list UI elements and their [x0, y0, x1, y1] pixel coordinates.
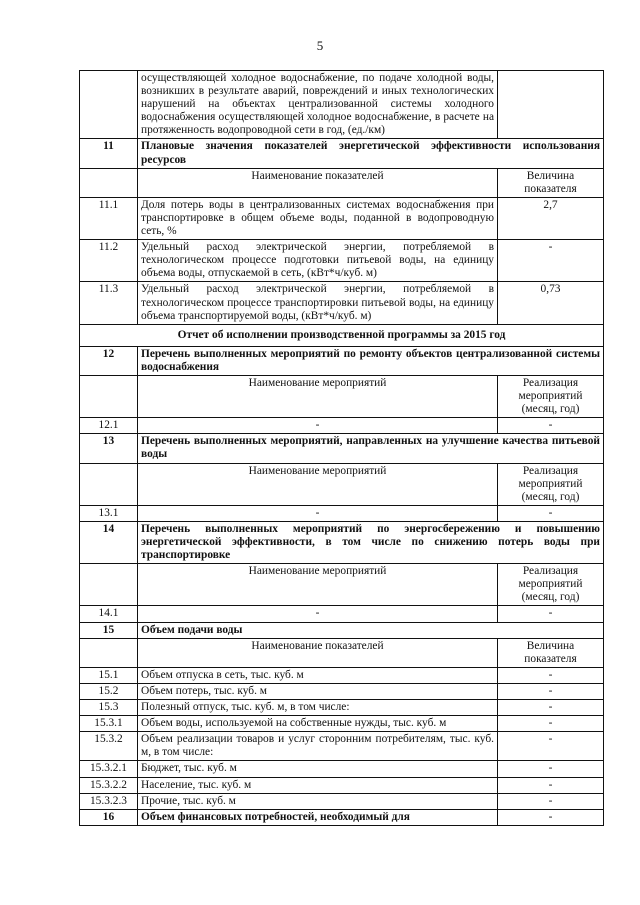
section-row-15 — [80, 622, 604, 638]
table-row — [80, 716, 604, 732]
row-text: Население, тыс. куб. м — [138, 777, 498, 793]
row-value: - — [498, 667, 604, 683]
section-row-16 — [80, 809, 604, 825]
row-text: Удельный расход электрической энергии, потребляемой в технологическом процессе транспортировки питьевой воды, на единицу объема транспортируемой воды, (кВт*ч/куб. м) — [138, 282, 498, 324]
section-number: 11 — [80, 139, 138, 168]
table-row — [80, 761, 604, 777]
row-number: 15.3.2.1 — [80, 761, 138, 777]
row-text: Полезный отпуск, тыс. куб. м, в том числе: — [138, 700, 498, 716]
row-text: - — [138, 505, 498, 521]
section-row-13 — [80, 434, 604, 463]
header-row — [80, 375, 604, 417]
column-header-name: Наименование мероприятий — [138, 463, 498, 505]
column-header-value: Величина показателя — [498, 168, 604, 197]
row-text: Удельный расход электрической энергии, потребляемой в технологическом процессе подготовки питьевой воды, на единицу объема воды, отпускаемой в сеть, (кВт*ч/куб. м) — [138, 240, 498, 282]
report-title-row — [80, 324, 604, 346]
section-title: Перечень выполненных мероприятий по энергосбережению и повышению энергетической эффективности, в том числе по снижению потерь воды при транспортировке — [138, 521, 604, 563]
row-value: - — [498, 606, 604, 622]
row-text: - — [138, 606, 498, 622]
row-number: 11.3 — [80, 282, 138, 324]
row-text: Объем потерь, тыс. куб. м — [138, 683, 498, 699]
row-number: 13.1 — [80, 505, 138, 521]
header-row — [80, 638, 604, 667]
table-row — [80, 606, 604, 622]
header-row — [80, 168, 604, 197]
row-value: - — [498, 761, 604, 777]
row-number: 15.3.2 — [80, 732, 138, 761]
column-header-name: Наименование мероприятий — [138, 375, 498, 417]
section-row-12 — [80, 346, 604, 375]
row-number: 11.1 — [80, 197, 138, 239]
table-row — [80, 71, 604, 139]
row-value: - — [498, 505, 604, 521]
column-header-value: Реализация мероприятий (месяц, год) — [498, 375, 604, 417]
column-header-value: Величина показателя — [498, 638, 604, 667]
row-value: - — [498, 240, 604, 282]
row-value: - — [498, 418, 604, 434]
row-text: - — [138, 418, 498, 434]
row-value: - — [498, 683, 604, 699]
section-number: 12 — [80, 346, 138, 375]
row-text: Объем отпуска в сеть, тыс. куб. м — [138, 667, 498, 683]
row-value: 0,73 — [498, 282, 604, 324]
row-value: - — [498, 700, 604, 716]
section-number: 15 — [80, 622, 138, 638]
row-text: осуществляющей холодное водоснабжение, по подаче холодной воды, возникших в результате аварий, повреждений и иных технологических нарушений на объектах централизованной системы холодного водоснабжения осуществляющей холодное водоснабжение, в расчете на протяженность водопроводной сети в год, (ед./км) — [138, 71, 498, 139]
table-row — [80, 418, 604, 434]
report-title: Отчет об исполнении производственной программы за 2015 год — [80, 324, 604, 346]
row-value: - — [498, 732, 604, 761]
table-row — [80, 197, 604, 239]
section-number: 14 — [80, 521, 138, 563]
header-row — [80, 564, 604, 606]
row-number: 15.2 — [80, 683, 138, 699]
section-row-11 — [80, 139, 604, 168]
row-number — [80, 71, 138, 139]
column-header-name: Наименование показателей — [138, 638, 498, 667]
row-text: Доля потерь воды в централизованных системах водоснабжения при транспортировке в общем объеме воды, поданной в водопроводную сеть, % — [138, 197, 498, 239]
row-text: Прочие, тыс. куб. м — [138, 793, 498, 809]
table-row — [80, 777, 604, 793]
table-row — [80, 732, 604, 761]
row-value: 2,7 — [498, 197, 604, 239]
row-text: Объем воды, используемой на собственные нужды, тыс. куб. м — [138, 716, 498, 732]
page-number: 5 — [316, 38, 324, 53]
program-table — [79, 70, 604, 826]
section-row-14 — [80, 521, 604, 563]
row-text: Объем реализации товаров и услуг сторонним потребителям, тыс. куб. м, в том числе: — [138, 732, 498, 761]
row-number: 15.3.1 — [80, 716, 138, 732]
table-row — [80, 793, 604, 809]
column-header-name: Наименование мероприятий — [138, 564, 498, 606]
row-number: 12.1 — [80, 418, 138, 434]
table-row — [80, 683, 604, 699]
header-row — [80, 463, 604, 505]
table-row — [80, 667, 604, 683]
row-text: Бюджет, тыс. куб. м — [138, 761, 498, 777]
row-number: 15.3.2.2 — [80, 777, 138, 793]
section-title: Перечень выполненных мероприятий по ремонту объектов централизованной системы водоснабжения — [138, 346, 604, 375]
row-value: - — [498, 716, 604, 732]
section-title: Объем финансовых потребностей, необходимый для — [138, 809, 498, 825]
section-title: Перечень выполненных мероприятий, направленных на улучшение качества питьевой воды — [138, 434, 604, 463]
column-header-value: Реализация мероприятий (месяц, год) — [498, 564, 604, 606]
table-row — [80, 700, 604, 716]
section-number: 13 — [80, 434, 138, 463]
row-value: - — [498, 809, 604, 825]
section-number: 16 — [80, 809, 138, 825]
row-number: 11.2 — [80, 240, 138, 282]
table-row — [80, 282, 604, 324]
row-value: - — [498, 793, 604, 809]
row-number: 15.3 — [80, 700, 138, 716]
table-row — [80, 505, 604, 521]
column-header-name: Наименование показателей — [138, 168, 498, 197]
column-header-value: Реализация мероприятий (месяц, год) — [498, 463, 604, 505]
row-number: 15.3.2.3 — [80, 793, 138, 809]
section-title: Плановые значения показателей энергетической эффективности использования ресурсов — [138, 139, 604, 168]
row-number: 15.1 — [80, 667, 138, 683]
row-value — [498, 71, 604, 139]
row-value: - — [498, 777, 604, 793]
row-number: 14.1 — [80, 606, 138, 622]
section-title: Объем подачи воды — [138, 622, 604, 638]
table-row — [80, 240, 604, 282]
